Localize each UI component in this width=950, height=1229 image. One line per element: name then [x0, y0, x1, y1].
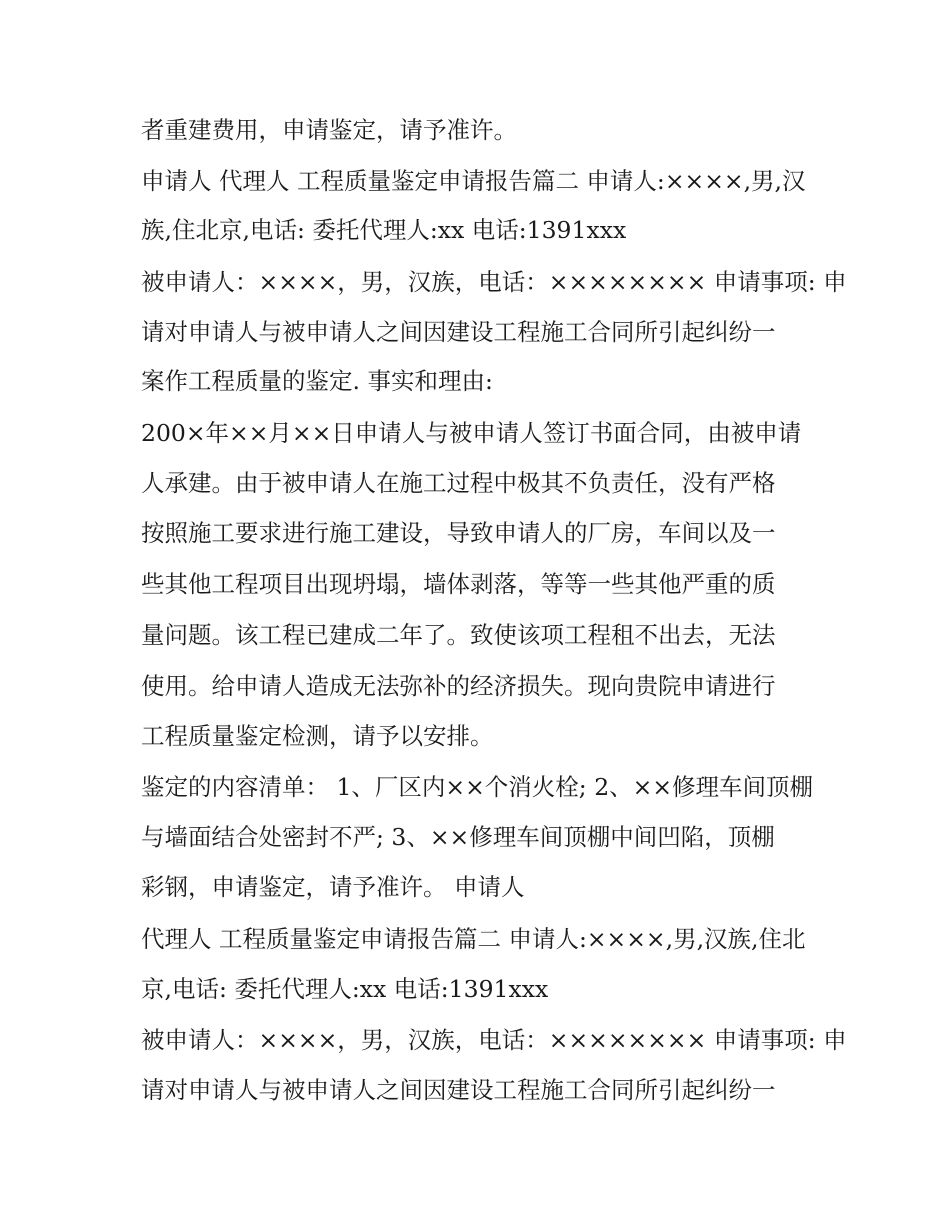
text-line: 些其他工程项目出现坍塌，墙体剥落，等等一些其他严重的质 — [141, 570, 776, 598]
text-line: 京,电话: 委托代理人:xx 电话:1391xxx — [141, 975, 549, 1003]
text-line: 使用。给申请人造成无法弥补的经济损失。现向贵院申请进行 — [141, 672, 776, 700]
text-line: 代理人 工程质量鉴定申请报告篇二 申请人:××××,男,汉族,住北 — [141, 925, 806, 953]
text-line: 与墙面结合处密封不严; 3、××修理车间顶棚中间凹陷，顶棚 — [141, 823, 775, 851]
text-line: 量问题。该工程已建成二年了。致使该项工程租不出去，无法 — [141, 621, 776, 649]
text-line: 彩钢，申请鉴定，请予准许。 申请人 — [141, 873, 525, 901]
text-line: 200×年××月××日申请人与被申请人签订书面合同，由被申请 — [141, 419, 802, 447]
text-line: 鉴定的内容清单： 1、厂区内××个消火栓; 2、××修理车间顶棚 — [141, 773, 814, 801]
text-line: 人承建。由于被申请人在施工过程中极其不负责任，没有严格 — [141, 469, 776, 497]
text-line: 按照施工要求进行施工建设，导致申请人的厂房，车间以及一 — [141, 519, 776, 547]
text-line: 案作工程质量的鉴定. 事实和理由: — [141, 367, 493, 395]
text-line: 族,住北京,电话: 委托代理人:xx 电话:1391xxx — [141, 216, 627, 244]
text-line: 请对申请人与被申请人之间因建设工程施工合同所引起纠纷一 — [141, 1076, 776, 1104]
text-line: 者重建费用，申请鉴定，请予准许。 — [141, 116, 517, 144]
text-line: 被申请人：××××，男，汉族，电话：×××××××× 申请事项: 申 — [141, 1026, 847, 1054]
text-line: 工程质量鉴定检测，请予以安排。 — [141, 722, 494, 750]
text-line: 请对申请人与被申请人之间因建设工程施工合同所引起纠纷一 — [141, 318, 776, 346]
text-line: 被申请人：××××，男，汉族，电话：×××××××× 申请事项: 申 — [141, 268, 847, 296]
text-line: 申请人 代理人 工程质量鉴定申请报告篇二 申请人:××××,男,汉 — [141, 167, 806, 195]
